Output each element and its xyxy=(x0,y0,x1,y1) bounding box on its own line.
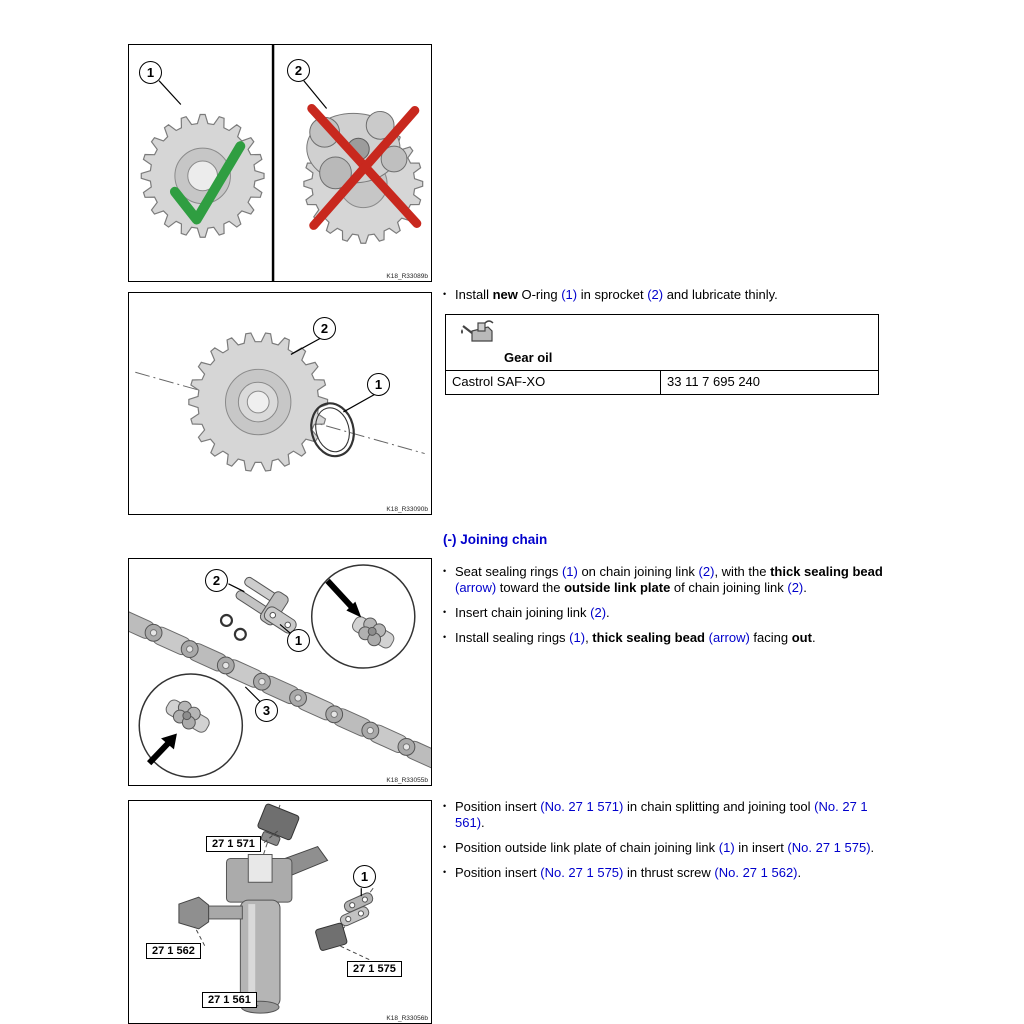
bullet-text xyxy=(455,605,885,621)
bullet-item xyxy=(443,865,885,881)
reference-link[interactable]: (1) xyxy=(718,840,735,856)
sealing-ring xyxy=(235,629,246,640)
plain-text: . xyxy=(606,605,610,621)
reference-link[interactable]: (2) xyxy=(698,564,715,579)
plain-text: Position outside link plate of chain joining link xyxy=(455,840,719,856)
bullet-marker: • xyxy=(443,801,447,811)
sealing-ring xyxy=(221,615,232,626)
figure-sprocket-oring xyxy=(128,292,432,515)
detail-inset-bottom xyxy=(139,674,242,777)
bullet-marker: • xyxy=(443,607,447,618)
reference-link[interactable]: (arrow) xyxy=(708,630,750,646)
part-label-562: 27 1 562 xyxy=(146,943,201,959)
figure-code: K18_R33055b xyxy=(386,777,428,784)
tool-head xyxy=(226,855,291,903)
bullet-item xyxy=(443,605,885,621)
callout-3: 3 xyxy=(255,699,278,722)
plain-text: Insert chain joining link xyxy=(455,605,591,621)
reference-link[interactable]: (1) xyxy=(569,630,586,646)
oil-drop-icon xyxy=(461,329,463,334)
plain-text: in chain splitting and joining tool xyxy=(623,799,815,814)
plain-text: , with the xyxy=(714,564,771,579)
plain-text: Install xyxy=(455,287,493,302)
bullet-item xyxy=(443,564,885,596)
bullet-marker: • xyxy=(443,632,447,643)
plain-text: in sprocket xyxy=(577,287,648,302)
bullet-text xyxy=(455,564,885,596)
plain-text: facing xyxy=(749,630,792,646)
reference-link[interactable]: (No. 27 1 575) xyxy=(540,865,624,881)
plain-text: of chain joining link xyxy=(670,580,788,596)
reference-link[interactable]: (1) xyxy=(561,564,578,579)
bullet-text xyxy=(455,630,885,646)
reference-link[interactable]: (2) xyxy=(590,605,607,621)
plain-text: . xyxy=(803,580,807,596)
plain-text: on chain joining link xyxy=(577,564,699,579)
bullet-text xyxy=(455,799,885,831)
plain-text: , xyxy=(585,630,593,646)
callout-1: 1 xyxy=(287,629,310,652)
reference-link[interactable]: (1) xyxy=(561,287,578,302)
joining-chain-steps xyxy=(443,564,885,655)
sprocket-comparison-illustration xyxy=(129,45,431,281)
emphasis-text: thick sealing bead xyxy=(770,564,883,579)
figure-chain-joining xyxy=(128,558,432,786)
part-label-561: 27 1 561 xyxy=(202,992,257,1008)
reference-link[interactable]: (No. 27 1 561) xyxy=(455,799,868,831)
gear-oil-title: Gear oil xyxy=(504,350,553,365)
bullet-text xyxy=(455,865,885,881)
plain-text: . xyxy=(811,630,816,646)
oil-part-number-cell: 33 11 7 695 240 xyxy=(667,374,761,389)
bullet-text xyxy=(455,287,885,303)
gear-oil-row xyxy=(446,371,878,394)
plain-text: Position insert xyxy=(455,865,541,881)
plain-text: . xyxy=(870,840,875,856)
plain-text: in insert xyxy=(734,840,788,856)
part-label-571: 27 1 571 xyxy=(206,836,261,852)
plain-text: in thrust screw xyxy=(623,865,715,881)
sprocket-oring-illustration xyxy=(129,293,431,514)
figure-chain-tool xyxy=(128,800,432,1024)
reference-link[interactable]: (No. 27 1 562) xyxy=(714,865,798,881)
oil-product-cell: Castrol SAF-XO xyxy=(446,371,661,394)
bullet-marker: • xyxy=(443,842,447,853)
figure-code: K18_R33089b xyxy=(386,273,428,280)
section-heading-joining-chain: (-) Joining chain xyxy=(443,532,548,547)
bullet-item xyxy=(443,287,885,303)
plain-text: O-ring xyxy=(517,287,562,302)
detail-inset-top xyxy=(312,565,415,668)
plain-text: Position insert xyxy=(455,799,541,814)
gear-oil-table xyxy=(445,314,879,395)
figure-code: K18_R33090b xyxy=(386,506,428,513)
reference-link[interactable]: (arrow) xyxy=(455,580,497,596)
bullet-item xyxy=(443,840,885,856)
bullet-marker: • xyxy=(443,566,447,576)
callout-1: 1 xyxy=(139,61,162,84)
gear-oil-icon xyxy=(458,319,498,349)
plain-text: toward the xyxy=(496,580,565,596)
callout-1: 1 xyxy=(367,373,390,396)
figure-code: K18_R33056b xyxy=(386,1015,428,1022)
callout-1: 1 xyxy=(353,865,376,888)
bullet-text xyxy=(455,840,885,856)
emphasis-text: new xyxy=(492,287,518,302)
figure-sprocket-comparison xyxy=(128,44,432,282)
install-oring-step xyxy=(443,287,885,312)
part-label-575: 27 1 575 xyxy=(347,961,402,977)
callout-2: 2 xyxy=(287,59,310,82)
bullet-marker: • xyxy=(443,867,447,878)
reference-link[interactable]: (2) xyxy=(787,580,804,596)
plain-text: Install sealing rings xyxy=(455,630,570,646)
chain-tool-illustration xyxy=(129,801,431,1023)
plain-text: and lubricate thinly. xyxy=(663,287,778,302)
emphasis-text: outside link plate xyxy=(564,580,671,596)
tool-steps xyxy=(443,799,885,890)
emphasis-text: thick sealing bead xyxy=(592,630,705,646)
bullet-marker: • xyxy=(443,289,447,299)
chain-joining-illustration xyxy=(129,559,431,785)
callout-2: 2 xyxy=(313,317,336,340)
plain-text: . xyxy=(481,815,485,831)
bullet-item xyxy=(443,799,885,831)
reference-link[interactable]: (No. 27 1 575) xyxy=(787,840,871,856)
emphasis-text: out xyxy=(791,630,812,646)
plain-text: Seat sealing rings xyxy=(455,564,562,579)
reference-link[interactable]: (No. 27 1 571) xyxy=(540,799,624,814)
plain-text: . xyxy=(797,865,802,881)
reference-link[interactable]: (2) xyxy=(647,287,664,302)
callout-2: 2 xyxy=(205,569,228,592)
gear-oil-header xyxy=(446,315,878,371)
bullet-item xyxy=(443,630,885,646)
